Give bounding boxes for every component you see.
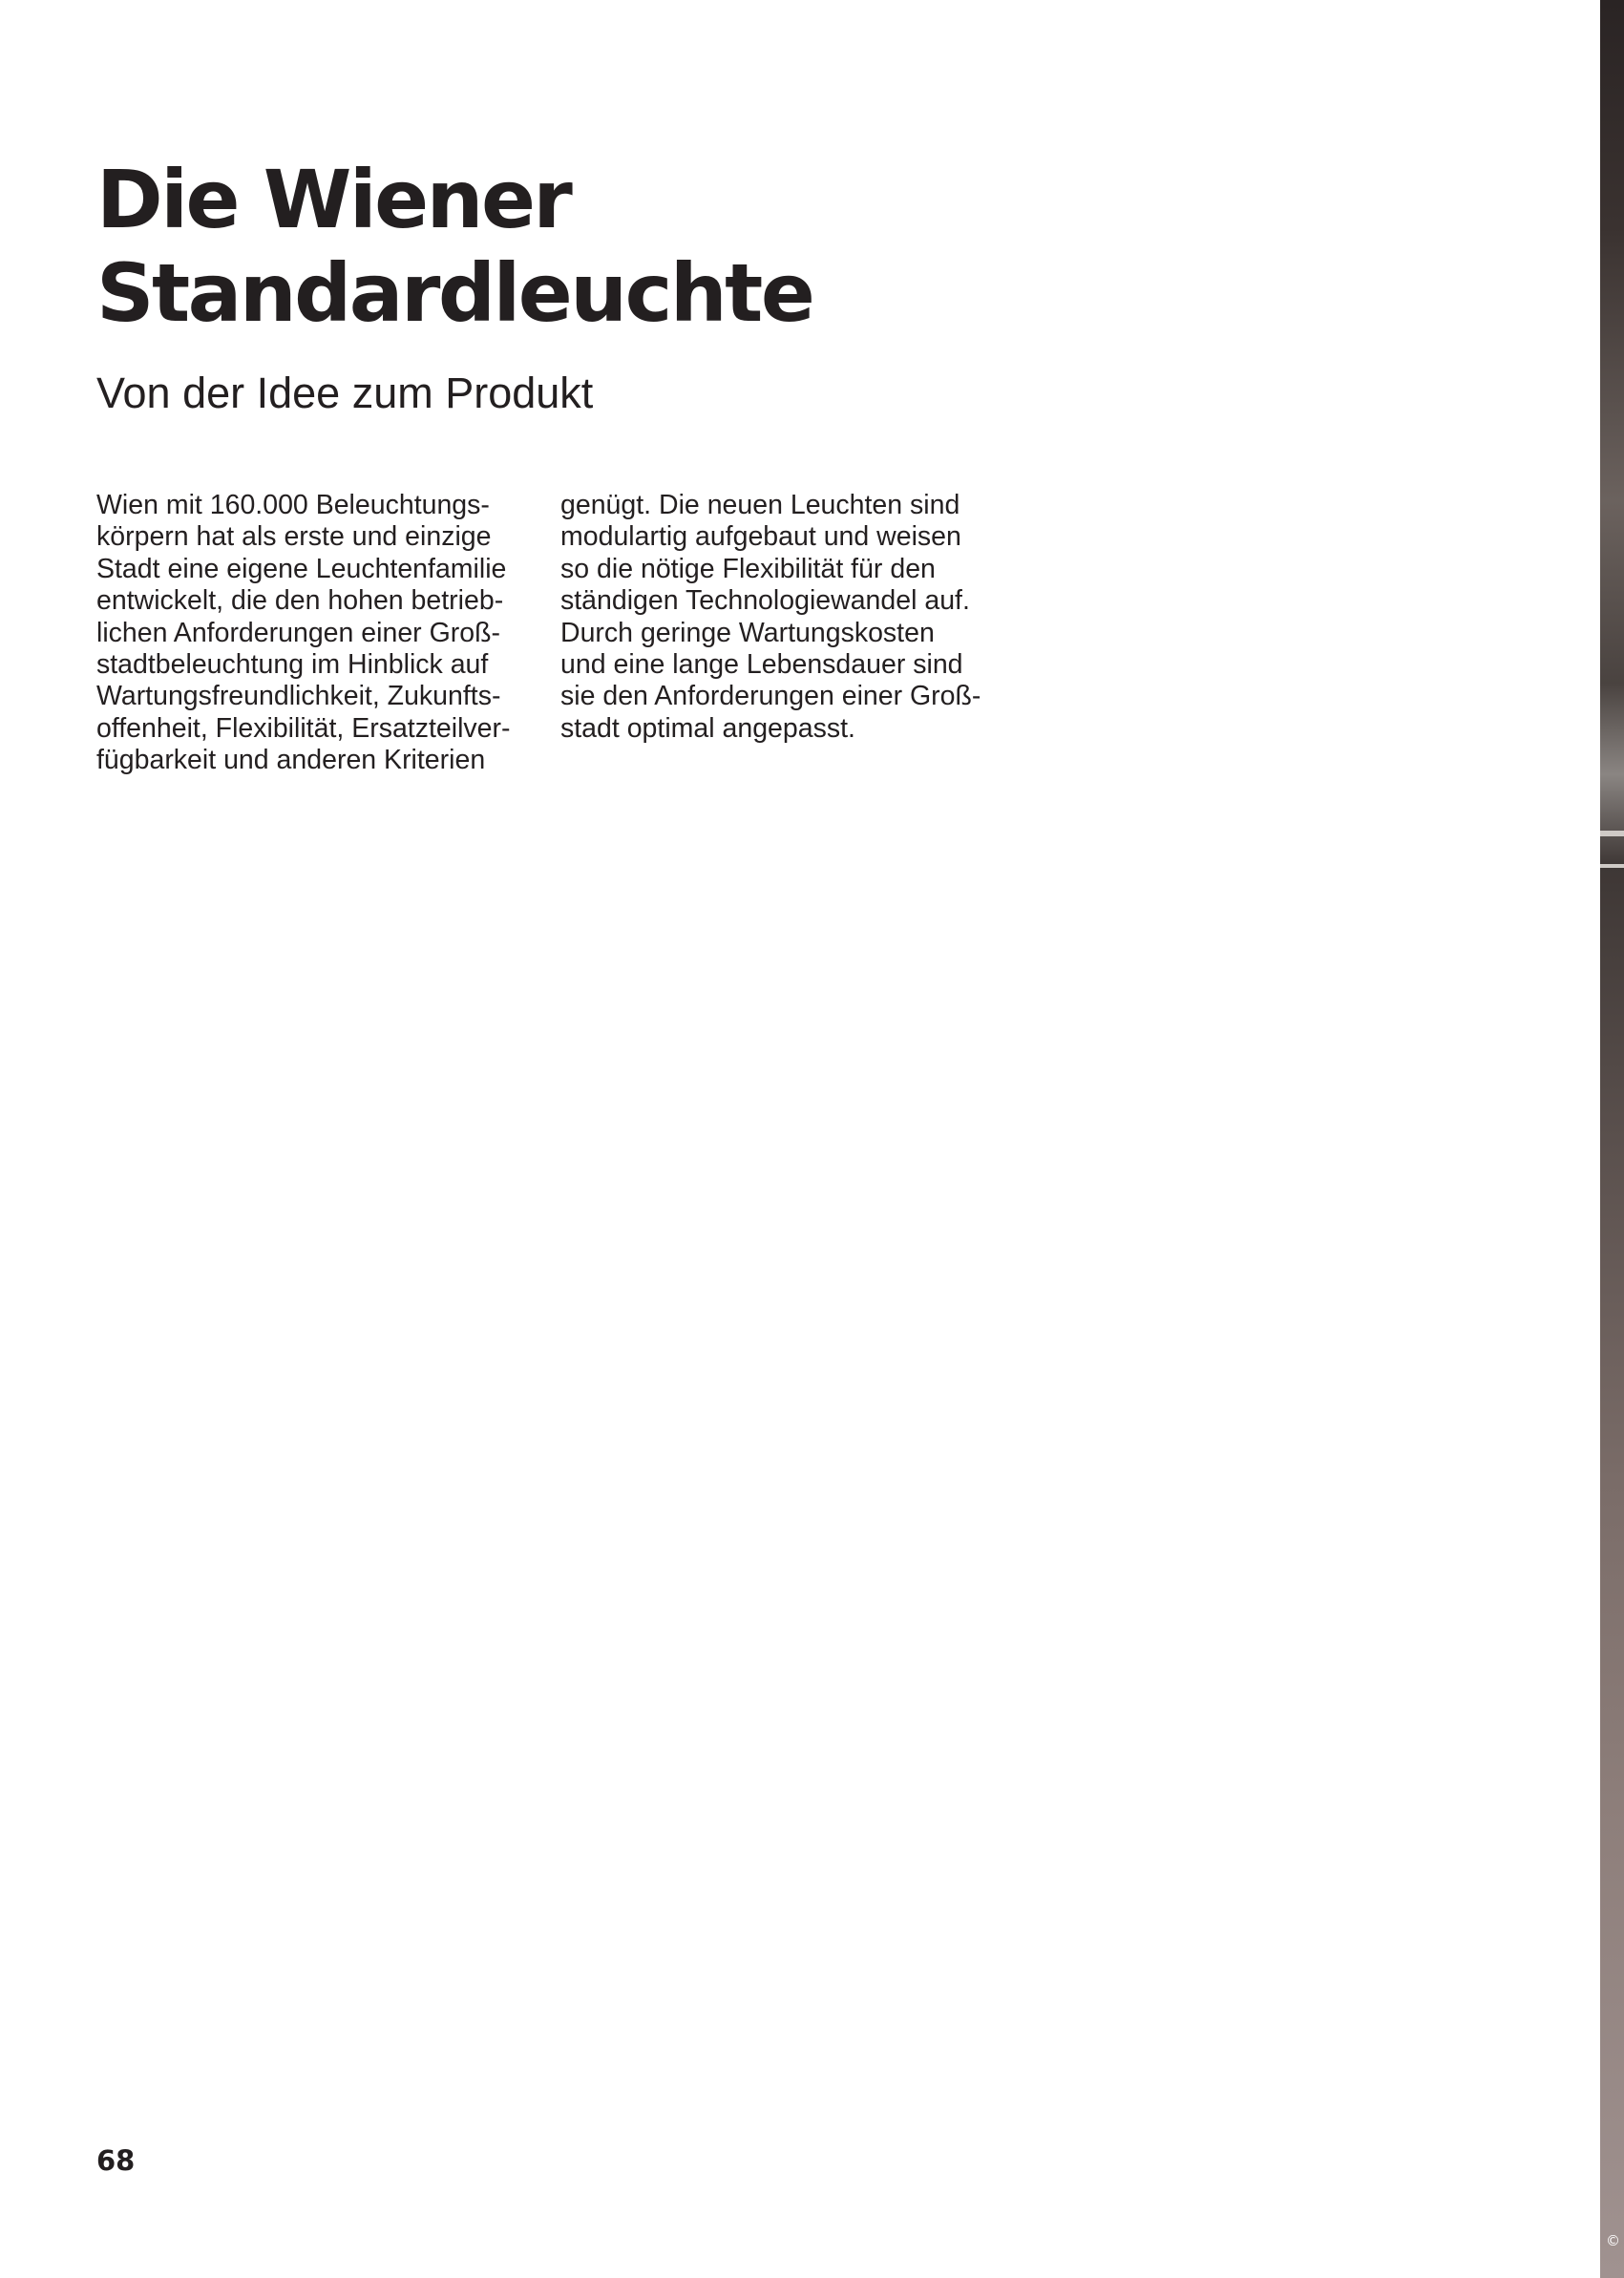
copyright-mark: © [1606,2232,1620,2249]
body-text-line: Stadt eine eigene Leuchtenfamilie [96,553,507,584]
page-title-line-1: Die Wiener [96,153,571,246]
photo-highlight [1600,864,1624,868]
body-text-line: und eine lange Lebensdauer sind [560,649,963,681]
body-text-line: Wien mit 160.000 Beleuchtungs- [96,490,490,520]
body-text-line: fügbarkeit und anderen Kriterien [96,745,486,776]
body-text-column-left [96,490,545,777]
body-text-line: lichen Anforderungen einer Groß- [96,617,500,648]
body-text-line: stadtbeleuchtung im Hinblick auf [96,649,489,681]
body-text-column-right [560,490,1009,745]
page-title-line-2: Standardleuchte [96,246,813,340]
body-text-line: modulartig aufgebaut und weisen [560,521,961,553]
photo-highlight [1600,831,1624,836]
body-text-line: Wartungsfreundlichkeit, Zukunfts- [96,681,501,712]
page-number: 68 [96,2144,136,2177]
edge-photo-strip [1600,0,1624,2278]
page-title [96,153,812,340]
body-text-line: offenheit, Flexibilität, Ersatzteilver- [96,712,511,744]
body-text-line: Durch geringe Wartungskosten [560,617,935,648]
body-text-line: genügt. Die neuen Leuchten sind [560,490,960,520]
page-subtitle: Von der Idee zum Produkt [96,369,594,417]
body-text-line: sie den Anforderungen einer Groß- [560,681,981,712]
body-text-line: ständigen Technologiewandel auf. [560,585,970,617]
body-text-line: körpern hat als erste und einzige [96,521,492,553]
body-text-line: entwickelt, die den hohen betrieb- [96,585,504,617]
body-text-line: stadt optimal angepasst. [560,712,855,744]
body-text-line: so die nötige Flexibilität für den [560,553,936,584]
